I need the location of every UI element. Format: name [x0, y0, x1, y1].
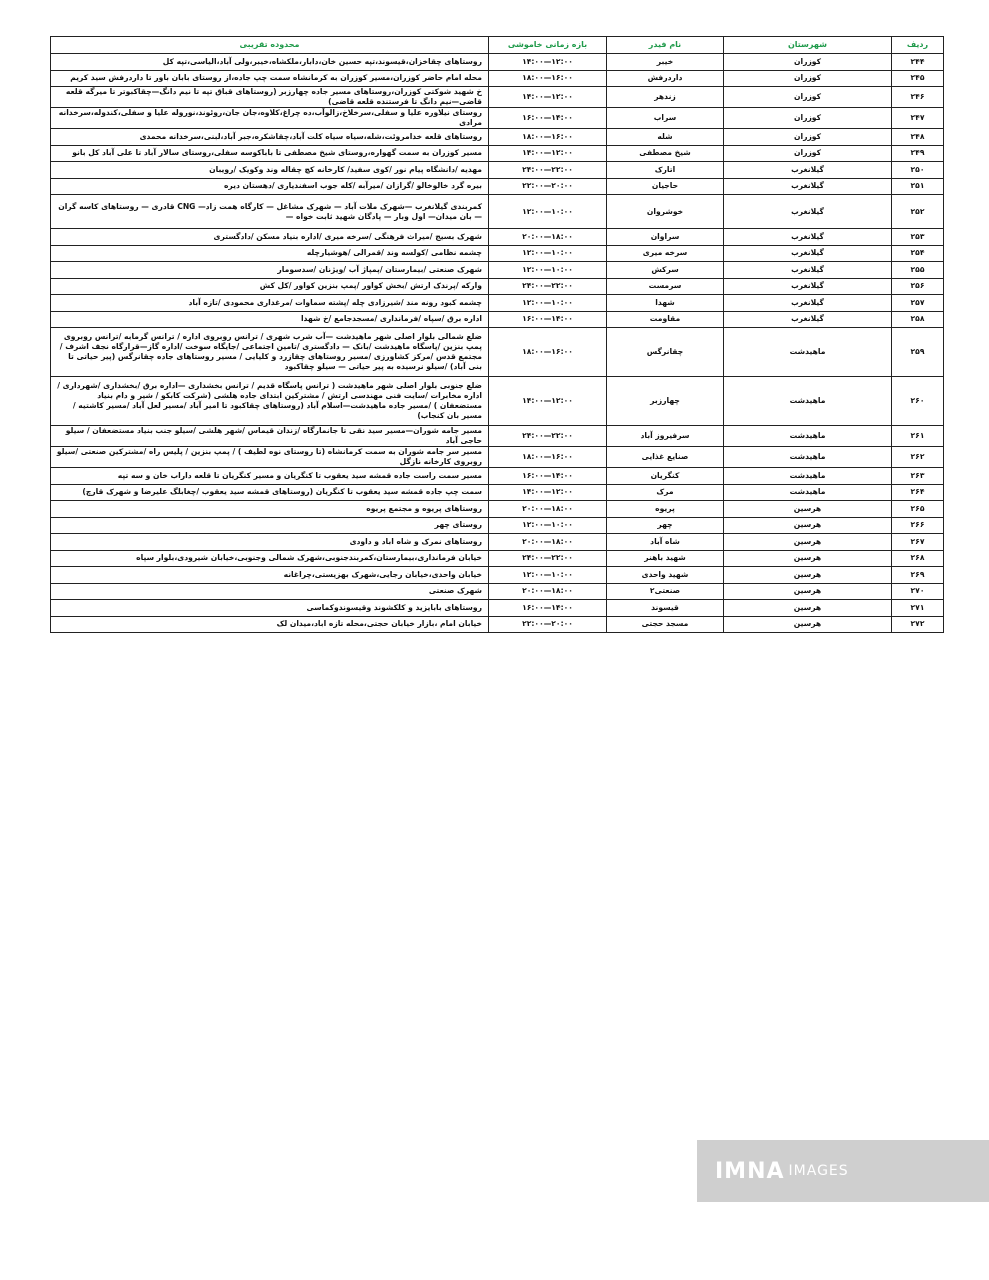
cell-approx-area: خیابان امام ،بازار خیابان حجتی،محله تازه اباد،میدان لک [51, 616, 489, 633]
cell-county: هرسین [724, 567, 892, 584]
table-row [51, 426, 944, 447]
cell-row-number: ۲۵۸ [892, 311, 944, 328]
cell-feeder-name: مسجد حجتی [607, 616, 724, 633]
cell-approx-area: شهرک صنعتی [51, 583, 489, 600]
cell-outage-time: ۱۰:۰۰—۱۲:۰۰ [489, 262, 607, 279]
cell-outage-time: ۲۲:۰۰—۲۴:۰۰ [489, 162, 607, 179]
outage-schedule-table [50, 36, 944, 633]
table-row [51, 600, 944, 617]
cell-approx-area: روستاهای پریوه و مجتمع پریوه [51, 501, 489, 518]
cell-county: ماهیدشت [724, 468, 892, 485]
cell-feeder-name: سراب [607, 108, 724, 129]
cell-row-number: ۲۵۵ [892, 262, 944, 279]
cell-feeder-name: شیخ مصطفی [607, 145, 724, 162]
cell-row-number: ۲۵۲ [892, 195, 944, 229]
table-body [51, 54, 944, 633]
table-row [51, 278, 944, 295]
table-row [51, 162, 944, 179]
cell-outage-time: ۱۲:۰۰—۱۴:۰۰ [489, 54, 607, 71]
cell-outage-time: ۱۲:۰۰—۱۴:۰۰ [489, 377, 607, 426]
cell-row-number: ۲۵۹ [892, 328, 944, 377]
cell-approx-area: خیابان واحدی،خیابان رجایی،شهرک بهزیستی،چراغانه [51, 567, 489, 584]
header-outage-time: بازه زمانی خاموشی [489, 37, 607, 54]
cell-county: گیلانغرب [724, 311, 892, 328]
cell-county: ماهیدشت [724, 447, 892, 468]
header-county: شهرستان [724, 37, 892, 54]
cell-approx-area: مسیر سمت راست جاده قمشه سید یعقوب تا کنگریان و مسیر کنگریان تا قلعه داراب خان و سه تپه [51, 468, 489, 485]
cell-approx-area: چشمه کبود رونه مند /شیرزادی چله /پشته سماوات /مرغداری محمودی /تازه آباد [51, 295, 489, 312]
cell-outage-time: ۱۴:۰۰—۱۶:۰۰ [489, 311, 607, 328]
cell-outage-time: ۱۸:۰۰—۲۰:۰۰ [489, 501, 607, 518]
table-row [51, 517, 944, 534]
cell-outage-time: ۱۸:۰۰—۲۰:۰۰ [489, 534, 607, 551]
cell-county: گیلانغرب [724, 262, 892, 279]
table-row [51, 195, 944, 229]
cell-feeder-name: خوشروان [607, 195, 724, 229]
cell-outage-time: ۱۰:۰۰—۱۲:۰۰ [489, 195, 607, 229]
cell-outage-time: ۱۲:۰۰—۱۴:۰۰ [489, 145, 607, 162]
cell-outage-time: ۱۴:۰۰—۱۶:۰۰ [489, 600, 607, 617]
cell-feeder-name: اتارک [607, 162, 724, 179]
cell-county: هرسین [724, 600, 892, 617]
cell-feeder-name: خیبر [607, 54, 724, 71]
table-row [51, 87, 944, 108]
table-row [51, 583, 944, 600]
header-row [51, 37, 944, 54]
table-row [51, 145, 944, 162]
cell-approx-area: مسیر کوزران به سمت گهواره،روستای شیخ مصطفی تا باباکوسه سفلی،روستای سالار آباد تا علی آباد کل بانو [51, 145, 489, 162]
cell-approx-area: مسیر سر جامه شوران به سمت کرمانشاه (تا روستای نوه لطیف ) / پمپ بنزین / پلیس راه /مشترکین صنعتی /سیلو روبروی کارخانه نازگل [51, 447, 489, 468]
cell-row-number: ۲۶۷ [892, 534, 944, 551]
cell-feeder-name: پریوه [607, 501, 724, 518]
cell-feeder-name: شهدا [607, 295, 724, 312]
table-row [51, 70, 944, 87]
cell-row-number: ۲۶۰ [892, 377, 944, 426]
cell-county: هرسین [724, 583, 892, 600]
cell-outage-time: ۱۸:۰۰—۲۰:۰۰ [489, 583, 607, 600]
cell-county: گیلانغرب [724, 229, 892, 246]
cell-approx-area: بیره گرد خالوخالو /گرازان /میرآبه /کله جوب اسفندیاری /دهستان دیره [51, 178, 489, 195]
cell-feeder-name: قیسوند [607, 600, 724, 617]
cell-outage-time: ۱۶:۰۰—۱۸:۰۰ [489, 447, 607, 468]
cell-approx-area: خ شهید شوکتی کوزران،روستاهای مسیر جاده چهارزبر (روستاهای قباق تپه تا نیم دانگ—چقاکبوتر تا میرگه قلعه قاضی—نیم دانگ تا فرستنده قلعه قاضی) [51, 87, 489, 108]
cell-row-number: ۲۴۹ [892, 145, 944, 162]
cell-outage-time: ۱۰:۰۰—۱۲:۰۰ [489, 517, 607, 534]
cell-feeder-name: مقاومت [607, 311, 724, 328]
cell-row-number: ۲۵۳ [892, 229, 944, 246]
cell-approx-area: وارکه /پرندک ارتش /بخش کواور /پمپ بنزین کواور /کل کش [51, 278, 489, 295]
table-row [51, 245, 944, 262]
cell-row-number: ۲۴۸ [892, 129, 944, 146]
cell-county: کوزران [724, 145, 892, 162]
cell-feeder-name: سرمست [607, 278, 724, 295]
table-row [51, 567, 944, 584]
cell-approx-area: اداره برق /سپاه /فرمانداری /مسجدجامع /خ شهدا [51, 311, 489, 328]
cell-outage-time: ۱۸:۰۰—۲۰:۰۰ [489, 229, 607, 246]
cell-outage-time: ۱۶:۰۰—۱۸:۰۰ [489, 70, 607, 87]
cell-county: ماهیدشت [724, 328, 892, 377]
cell-row-number: ۲۵۰ [892, 162, 944, 179]
header-approx-area: محدوده تقریبی [51, 37, 489, 54]
cell-approx-area: شهرک صنعتی /بیمارستان /پمپاژ آب /ویژنان /سدسومار [51, 262, 489, 279]
table-row [51, 447, 944, 468]
cell-county: گیلانغرب [724, 162, 892, 179]
cell-county: گیلانغرب [724, 245, 892, 262]
cell-feeder-name: چهارزبر [607, 377, 724, 426]
table-row [51, 295, 944, 312]
table-row [51, 534, 944, 551]
cell-county: گیلانغرب [724, 278, 892, 295]
cell-approx-area: مسیر جامه شوران—مسیر سید نقی تا جانمارگاه /زندان قیماس /شهر هلشی /سیلو جنب بنیاد مستضعفان / سیلو حاجی آباد [51, 426, 489, 447]
cell-feeder-name: صنایع غذایی [607, 447, 724, 468]
cell-approx-area: روستای چهر [51, 517, 489, 534]
cell-outage-time: ۱۶:۰۰—۱۸:۰۰ [489, 328, 607, 377]
cell-county: گیلانغرب [724, 195, 892, 229]
cell-county: هرسین [724, 534, 892, 551]
cell-feeder-name: سرکش [607, 262, 724, 279]
cell-approx-area: کمربندی گیلانغرب —شهرک ملات آباد — شهرک مشاغل — کارگاه همت زاد— CNG قادری — روستاهای کاسه گران — بان میدان— اول وبار — پادگان شهید ثابت خواه — [51, 195, 489, 229]
cell-approx-area: روستاهای بابایزید و کلکشوند وقیسوندوکماسی [51, 600, 489, 617]
cell-county: هرسین [724, 517, 892, 534]
cell-feeder-name: شهید واحدی [607, 567, 724, 584]
cell-feeder-name: چهر [607, 517, 724, 534]
table-header [51, 37, 944, 54]
cell-row-number: ۲۶۱ [892, 426, 944, 447]
cell-outage-time: ۱۶:۰۰—۱۸:۰۰ [489, 129, 607, 146]
cell-feeder-name: صنعتی۲ [607, 583, 724, 600]
cell-feeder-name: شاه آباد [607, 534, 724, 551]
imna-logo: IMNA [715, 1158, 785, 1184]
table-row [51, 550, 944, 567]
cell-outage-time: ۲۰:۰۰—۲۲:۰۰ [489, 616, 607, 633]
cell-approx-area: روستاهای چقاخزان،قیسوند،تپه حسین خان،دابار،ملکشاه،خیبر،ولی آباد،الیاسی،تپه کل [51, 54, 489, 71]
header-feeder-name: نام فیدر [607, 37, 724, 54]
cell-county: کوزران [724, 129, 892, 146]
cell-row-number: ۲۶۸ [892, 550, 944, 567]
cell-row-number: ۲۶۲ [892, 447, 944, 468]
cell-row-number: ۲۴۴ [892, 54, 944, 71]
imna-images-watermark [697, 1140, 989, 1202]
cell-approx-area: روستاهای نمرک و شاه اباد و داودی [51, 534, 489, 551]
cell-row-number: ۲۵۱ [892, 178, 944, 195]
cell-county: هرسین [724, 501, 892, 518]
table-row [51, 311, 944, 328]
cell-feeder-name: زندهر [607, 87, 724, 108]
cell-row-number: ۲۷۱ [892, 600, 944, 617]
cell-county: کوزران [724, 87, 892, 108]
cell-approx-area: ضلع جنوبی بلوار اصلی شهر ماهیدشت ( ترانس پاسگاه قدیم / ترانس بخشداری —اداره برق /بخشداری /شهرداری /اداره مخابرات /سایت فنی مهندسی ارتش / مشترکین ابتدای جاده هلشی (شرکت کابکو / شیر و دام بنیاد مستضعفان ) /مسیر جاده ماهیدشت—اسلام آباد (روستاهای چقاکبود تا امیر آباد /مسیر لعل آباد /مسیر کاشتیه / مسیر بان کنجاب) [51, 377, 489, 426]
table-row [51, 54, 944, 71]
cell-feeder-name: حاجیان [607, 178, 724, 195]
cell-row-number: ۲۷۲ [892, 616, 944, 633]
cell-outage-time: ۱۲:۰۰—۱۴:۰۰ [489, 484, 607, 501]
cell-row-number: ۲۴۷ [892, 108, 944, 129]
cell-row-number: ۲۵۷ [892, 295, 944, 312]
cell-outage-time: ۱۴:۰۰—۱۶:۰۰ [489, 108, 607, 129]
cell-approx-area: روستای نیلاوره علیا و سفلی،سرخلاخ،زالوآب،ده چراغ،کلاوه،جان جان،روئوند،نوروله علیا و سفلی،کندوله،سرخدانه مرادی [51, 108, 489, 129]
table-row [51, 229, 944, 246]
cell-row-number: ۲۵۶ [892, 278, 944, 295]
cell-county: کوزران [724, 54, 892, 71]
cell-row-number: ۲۴۵ [892, 70, 944, 87]
cell-approx-area: سمت چپ جاده قمشه سید یعقوب تا کنگریان (روستاهای قمشه سید یعقوب /چغابلگ علیرضا و شهرک قارچ) [51, 484, 489, 501]
cell-outage-time: ۲۲:۰۰—۲۴:۰۰ [489, 426, 607, 447]
table-row [51, 616, 944, 633]
cell-outage-time: ۲۰:۰۰—۲۲:۰۰ [489, 178, 607, 195]
cell-outage-time: ۱۰:۰۰—۱۲:۰۰ [489, 295, 607, 312]
table-row [51, 468, 944, 485]
cell-feeder-name: سراوان [607, 229, 724, 246]
cell-approx-area: محله امام حاضر کوزران،مسیر کوزران به کرمانشاه سمت چپ جاده،از روستای بابان باور تا داردرفش سید کریم [51, 70, 489, 87]
cell-approx-area: روستاهای قلعه خدامروئت،شله،سیاه سیاه کلت آباد،چقاشکره،جبر آباد،لبنی،سرخدانه محمدی [51, 129, 489, 146]
cell-row-number: ۲۵۴ [892, 245, 944, 262]
table-row [51, 178, 944, 195]
table-row [51, 377, 944, 426]
cell-feeder-name: داردرفش [607, 70, 724, 87]
cell-approx-area: مهدیه /دانشگاه پیام نور /کوی سفید/ کارخانه کچ چقاله وند وکویک /رویبان [51, 162, 489, 179]
cell-feeder-name: شهید باهنر [607, 550, 724, 567]
cell-approx-area: ضلع شمالی بلوار اصلی شهر ماهیدشت —آب شرب شهری / ترانس روبروی اداره / ترانس گرمابه /ترانس روبروی پمپ بنزین /پاسگاه ماهیدشت /بانک — دادگستری /تامین اجتماعی /جایگاه سوخت /اداره گاز—قرارگاه نجف اشرف /مجتمع قدس /مرکز کشاورزی /مسیر روستاهای چقازرد و کلیایی / مسیر روستاهای جاده چقانرگس (پیر حیاتی تا بنی آباد) /سیلو نرسیده به پیر حیاتی — سیلو چقاکبود [51, 328, 489, 377]
cell-row-number: ۲۴۶ [892, 87, 944, 108]
cell-feeder-name: سرفیروز آباد [607, 426, 724, 447]
table-row [51, 484, 944, 501]
header-row-number: ردیف [892, 37, 944, 54]
table-row [51, 108, 944, 129]
cell-outage-time: ۱۲:۰۰—۱۴:۰۰ [489, 87, 607, 108]
cell-outage-time: ۲۲:۰۰—۲۴:۰۰ [489, 550, 607, 567]
cell-outage-time: ۱۰:۰۰—۱۲:۰۰ [489, 245, 607, 262]
cell-feeder-name: مرک [607, 484, 724, 501]
cell-feeder-name: کنگریان [607, 468, 724, 485]
cell-feeder-name: چقانرگس [607, 328, 724, 377]
cell-county: هرسین [724, 550, 892, 567]
cell-feeder-name: شله [607, 129, 724, 146]
table-row [51, 501, 944, 518]
images-label: IMAGES [788, 1163, 849, 1179]
cell-row-number: ۲۶۶ [892, 517, 944, 534]
cell-row-number: ۲۷۰ [892, 583, 944, 600]
cell-county: ماهیدشت [724, 426, 892, 447]
cell-row-number: ۲۶۹ [892, 567, 944, 584]
cell-county: کوزران [724, 70, 892, 87]
cell-outage-time: ۲۲:۰۰—۲۴:۰۰ [489, 278, 607, 295]
cell-county: هرسین [724, 616, 892, 633]
cell-approx-area: خیابان فرمانداری،بیمارستان،کمربندجنوبی،شهرک شمالی وجنوبی،خیابان شیرودی،بلوار سپاه [51, 550, 489, 567]
table-row [51, 262, 944, 279]
cell-county: گیلانغرب [724, 295, 892, 312]
cell-row-number: ۲۶۵ [892, 501, 944, 518]
table-row [51, 328, 944, 377]
table-row [51, 129, 944, 146]
cell-feeder-name: سرخه میری [607, 245, 724, 262]
cell-approx-area: چشمه نظامی /کولسه وند /قمرالی /هوشیارچله [51, 245, 489, 262]
cell-approx-area: شهرک بسیج /میراث فرهنگی /سرخه میری /اداره بنیاد مسکن /دادگستری [51, 229, 489, 246]
cell-outage-time: ۱۴:۰۰—۱۶:۰۰ [489, 468, 607, 485]
cell-county: گیلانغرب [724, 178, 892, 195]
cell-outage-time: ۱۰:۰۰—۱۲:۰۰ [489, 567, 607, 584]
cell-county: ماهیدشت [724, 484, 892, 501]
cell-county: ماهیدشت [724, 377, 892, 426]
cell-row-number: ۲۶۴ [892, 484, 944, 501]
cell-row-number: ۲۶۳ [892, 468, 944, 485]
cell-county: کوزران [724, 108, 892, 129]
